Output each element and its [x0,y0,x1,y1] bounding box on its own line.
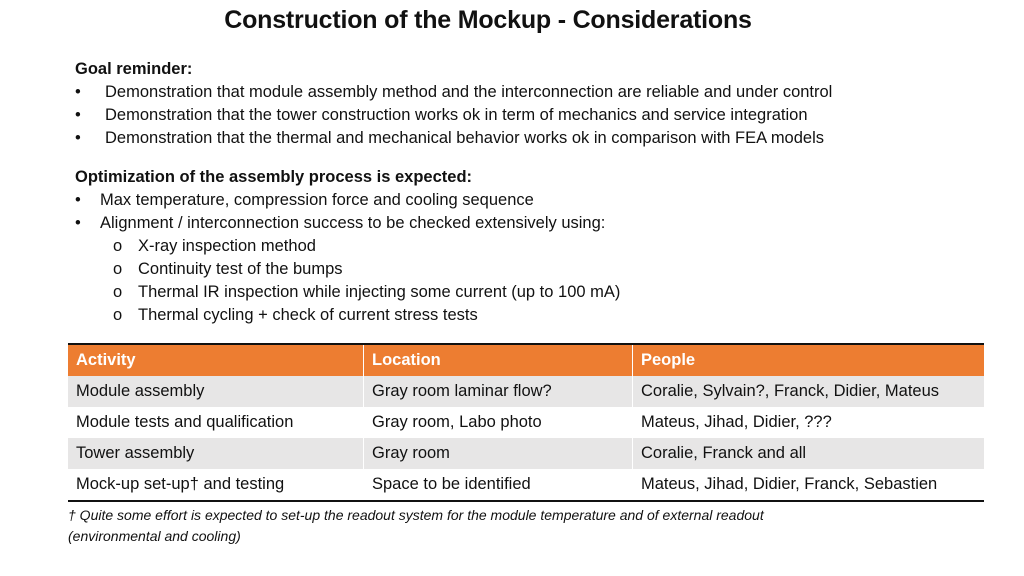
optimization-subitem [75,304,1004,327]
cell-activity: Module tests and qualification [76,413,294,431]
cell-location: Space to be identified [363,469,632,500]
sub-bullet-marker: o [113,306,123,324]
goal-item [75,104,1004,127]
cell-people: Coralie, Franck and all [632,438,984,469]
header-location: Location [363,345,632,376]
table-row [68,407,984,438]
optimization-subitem [75,281,1004,304]
activity-table [68,343,984,502]
cell-location: Gray room, Labo photo [363,407,632,438]
goal-item [75,127,1004,150]
optimization-subitem [75,258,1004,281]
table-row [68,376,984,407]
optimization-subitem [75,235,1004,258]
table-header-row [68,343,984,376]
bullet-marker: • [75,129,81,147]
footnote-line: † Quite some effort is expected to set-up the readout system for the module temperature and of external readout [68,507,764,523]
goal-item [75,81,1004,104]
header-people: People [632,345,984,376]
sub-bullet-marker: o [113,237,123,255]
optimization-item [75,212,1004,235]
optimization-item-text: Max temperature, compression force and cooling sequence [100,191,534,209]
table-row [68,438,984,469]
goal-item-text: Demonstration that module assembly method and the interconnection are reliable and under control [105,83,833,101]
optimization-heading: Optimization of the assembly process is expected: [75,168,473,186]
goal-item-text: Demonstration that the thermal and mechanical behavior works ok in comparison with FEA models [105,129,825,147]
optimization-subitem-text: Thermal IR inspection while injecting some current (up to 100 mA) [138,283,621,301]
sub-bullet-marker: o [113,260,123,278]
cell-people: Mateus, Jihad, Didier, ??? [632,407,984,438]
bullet-marker: • [75,83,81,101]
optimization-subitem-text: Thermal cycling + check of current stress tests [138,306,478,324]
goal-section [75,58,1004,150]
cell-location: Gray room laminar flow? [363,376,632,407]
optimization-subitem-text: X-ray inspection method [138,237,316,255]
footnote-line: (environmental and cooling) [68,528,241,544]
footnote [68,505,898,547]
sub-bullet-marker: o [113,283,123,301]
cell-people: Mateus, Jihad, Didier, Franck, Sebastien [632,469,984,500]
header-activity: Activity [76,351,136,369]
cell-people: Coralie, Sylvain?, Franck, Didier, Mateus [632,376,984,407]
optimization-item [75,189,1004,212]
cell-activity: Module assembly [76,382,205,400]
cell-activity: Tower assembly [76,444,195,462]
bullet-marker: • [75,106,81,124]
optimization-section [75,166,1004,327]
cell-location: Gray room [363,438,632,469]
optimization-subitem-text: Continuity test of the bumps [138,260,343,278]
table-row [68,469,984,500]
cell-activity: Mock-up set-up† and testing [76,475,285,493]
bullet-marker: • [75,214,81,232]
optimization-item-text: Alignment / interconnection success to be checked extensively using: [100,214,606,232]
slide-title: Construction of the Mockup - Considerations [224,6,752,34]
bullet-marker: • [75,191,81,209]
goal-item-text: Demonstration that the tower construction works ok in term of mechanics and service integration [105,106,808,124]
goal-heading: Goal reminder: [75,60,193,78]
